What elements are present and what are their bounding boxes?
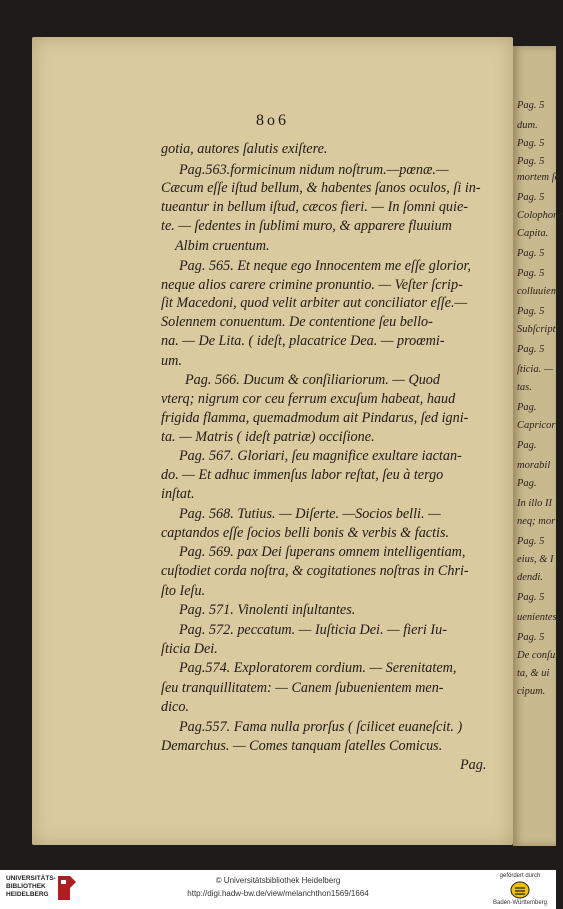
facing-text-fragment: Capricor	[517, 420, 556, 431]
facing-text-fragment: dum.	[517, 120, 538, 131]
facing-text-fragment: Pag. 5	[517, 344, 545, 355]
facing-text-fragment: morabil	[517, 460, 551, 471]
funder-name: Baden-Württemberg	[492, 900, 548, 906]
text-line: ſit Macedoni, quod velit arbiter aut conciliator eſſe.—	[161, 295, 468, 311]
text-line: na. — De Lita. ( ideſt, placatrice Dea. — proœmi-	[161, 333, 445, 349]
text-line: Pag.	[460, 757, 487, 773]
facing-text-fragment: Pag. 5	[517, 632, 545, 643]
text-line: Pag. 568. Tutius. — Diſerte. —Socios belli. —	[179, 506, 441, 522]
text-line: dico.	[161, 699, 189, 715]
text-line: Pag.574. Exploratorem cordium. — Serenitatem,	[179, 660, 457, 676]
copyright-text: © Universitätsbibliothek Heidelberg	[215, 876, 341, 885]
facing-text-fragment: Pag. 5	[517, 306, 545, 317]
facing-text-fragment: Pag. 5	[517, 156, 545, 167]
facing-text-fragment: Pag. 5	[517, 192, 545, 203]
facing-text-fragment: ta, & ui	[517, 668, 550, 679]
text-line: do. — Et adhuc immenſus labor reſtat, ſeu à tergo	[161, 467, 444, 483]
bw-shield-icon	[510, 881, 530, 899]
text-line: Pag. 571. Vinolenti inſultantes.	[179, 602, 356, 618]
facing-text-fragment: Pag. 5	[517, 268, 545, 279]
facing-text-fragment: Pag.	[517, 440, 537, 451]
facing-text-fragment: Pag. 5	[517, 248, 545, 259]
text-line: ſto Ieſu.	[161, 583, 206, 599]
library-name-line2: BIBLIOTHEK	[6, 883, 46, 890]
facing-text-fragment: In illo II	[517, 498, 552, 509]
text-line: te. — ſedentes in ſublimi muro, & apparere fluuium	[161, 218, 452, 234]
facing-page-edge	[513, 46, 563, 846]
library-name-line3: HEIDELBERG	[6, 891, 49, 898]
facing-text-fragment: Subſcripti	[517, 324, 559, 335]
facing-text-fragment: cipum.	[517, 686, 546, 697]
facing-text-fragment: De conſul	[517, 650, 559, 661]
facing-text-fragment: Capita.	[517, 228, 549, 239]
facing-text-fragment: eius, & I	[517, 554, 554, 565]
facing-text-fragment: Pag. 5	[517, 592, 545, 603]
book-page	[32, 37, 513, 845]
facing-text-fragment: ſticia. —	[517, 364, 554, 375]
text-line: inſtat.	[161, 486, 195, 502]
text-line: Solennem conuentum. De contentione ſeu bello-	[161, 314, 433, 330]
text-line: Pag. 572. peccatum. — Iuſticia Dei. — fieri Iu-	[179, 622, 447, 638]
page-number: 8o6	[256, 112, 289, 129]
text-line: tueantur in bellum iſtud, cæcos fieri. — In ſomni quie-	[161, 199, 468, 215]
text-line: Demarchus. — Comes tanquam ſatelles Comicus.	[161, 738, 443, 754]
text-line: um.	[161, 353, 182, 369]
text-line: gotia, autores ſalutis exiſtere.	[161, 141, 328, 157]
facing-text-fragment: Pag.	[517, 402, 537, 413]
text-line: vterq; nigrum cor ceu ferrum excuſum habeat, haud	[161, 391, 456, 407]
text-line: captandos eſſe ſocios belli bonis & verbis & factis.	[161, 525, 450, 541]
text-line: Pag. 566. Ducum & conſiliariorum. — Quod	[185, 372, 440, 388]
text-line: ta. — Matris ( ideſt patriæ) occiſione.	[161, 429, 375, 445]
text-line: Pag. 569. pax Dei ſuperans omnem intelligentiam,	[179, 544, 466, 560]
facing-text-fragment: uenientes.	[517, 612, 560, 623]
facing-text-fragment: colluuiem.	[517, 286, 562, 297]
facing-text-fragment: mortem ſe	[517, 172, 560, 183]
facing-text-fragment: Pag. 5	[517, 138, 545, 149]
viewer-footer	[0, 870, 556, 909]
facing-text-fragment: Pag. 5	[517, 536, 545, 547]
text-line: neque alios carere crimine pronuntio. — Veſter ſcrip-	[161, 277, 463, 293]
permalink[interactable]: http://digi.hadw-bw.de/view/melanchthon1569/1664	[187, 889, 369, 898]
facing-text-fragment: tas.	[517, 382, 532, 393]
text-line: Pag. 565. Et neque ego Innocentem me eſſe glorior,	[179, 258, 471, 274]
library-name-line1: UNIVERSITÄTS-	[6, 875, 56, 882]
facing-text-fragment: Colophone	[517, 210, 563, 221]
facing-text-fragment: neq; mor	[517, 516, 556, 527]
text-line: ſticia Dei.	[161, 641, 218, 657]
facing-text-fragment: Pag. 5	[517, 100, 545, 111]
facing-text-fragment: dendi.	[517, 572, 543, 583]
text-line: Pag.563.formicinum nidum noſtrum.—pœnæ.—	[179, 162, 449, 178]
funded-by-label: gefördert durch	[499, 873, 541, 879]
funder-logo	[490, 873, 550, 906]
text-line: Cæcum eſſe iſtud bellum, & habentes ſanos oculos, ſi in-	[161, 180, 481, 196]
text-line: Albim cruentum.	[175, 238, 270, 254]
text-line: Pag.557. Fama nulla prorſus ( ſcilicet euaneſcit. )	[179, 719, 463, 735]
text-line: cuſtodiet corda noſtra, & cogitationes noſtras in Chri-	[161, 563, 469, 579]
text-line: ſeu tranquillitatem: — Canem ſubuenientem men-	[161, 680, 444, 696]
facing-text-fragment: Pag.	[517, 478, 537, 489]
text-line: Pag. 567. Gloriari, ſeu magnifice exultare iactan-	[179, 448, 462, 464]
text-line: frigida flamma, quemadmodum ait Pindarus, ſed igni-	[161, 410, 469, 426]
